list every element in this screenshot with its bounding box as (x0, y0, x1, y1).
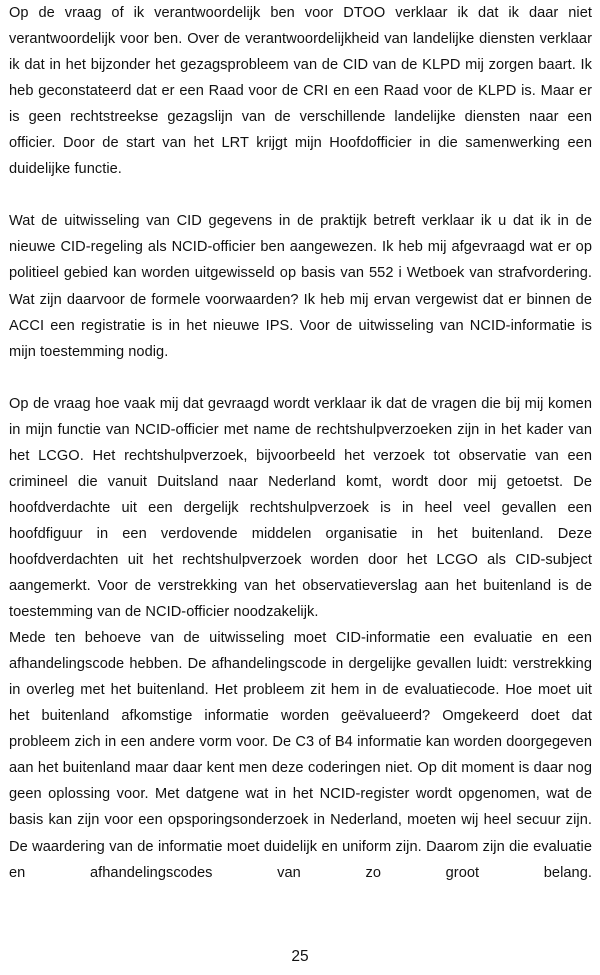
paragraph-4: Mede ten behoeve van de uitwisseling moet CID-informatie een evaluatie en een afhandelingscode hebben. De afhandelingscode in dergelijke gevallen luidt: verstrekking in overleg met het buitenland. Het probleem zit hem in de evaluatiecode. Hoe moet uit het buitenland afkomstige informatie worden geëvalueerd? Omgekeerd doet dat probleem zich in een andere vorm voor. De C3 of B4 informatie kan worden doorgegeven aan het buitenland maar daar kent men deze coderingen niet. Op dit moment is daar nog geen oplossing voor. Met datgene wat in het NCID-register wordt opgenomen, wat de basis kan zijn voor een opsporingsonderzoek in Nederland, moeten wij heel secuur zijn. De waardering van de informatie moet duidelijk en uniform zijn. Daarom zijn die evaluatie en afhandelingscodes van zo groot belang. (9, 630, 592, 881)
paragraph-spacer-2 (9, 365, 592, 391)
paragraph-spacer-1 (9, 182, 592, 208)
paragraph-1: Op de vraag of ik verantwoordelijk ben voor DTOO verklaar ik dat ik daar niet verantwoordelijk voor ben. Over de verantwoordelijkheid van landelijke diensten verklaar ik dat in het bijzonder het gezagsprobleem van de CID van de KLPD mij zorgen baart. Ik heb geconstateerd dat er een Raad voor de CRI en een Raad voor de KLPD is. Maar er is geen rechtstreekse gezagslijn van de verschillende landelijke diensten naar een officier. Door de start van het LRT krijgt mijn Hoofdofficier in die samenwerking een duidelijke functie. (9, 5, 592, 178)
paragraph-3: Op de vraag hoe vaak mij dat gevraagd wordt verklaar ik dat de vragen die bij mij komen in mijn functie van NCID-officier met name de rechtshulpverzoeken zijn in het kader van het LCGO. Het rechtshulpverzoek, bijvoorbeeld het verzoek tot observatie van een crimineel die vanuit Duitsland naar Nederland komt, wordt door mij getoetst. De hoofdverdachte uit een dergelijk rechtshulpverzoek is in heel veel gevallen een hoofdfiguur in een verdovende middelen organisatie in het buitenland. Deze hoofdverdachten uit het rechtshulpverzoek worden door het LCGO als CID-subject aangemerkt. Voor de verstrekking van het observatieverslag aan het buitenland is de toestemming van de NCID-officier noodzakelijk. (9, 395, 592, 621)
document-text-body (9, 0, 592, 886)
page-number: 25 (291, 948, 309, 965)
paragraph-2: Wat de uitwisseling van CID gegevens in de praktijk betreft verklaar ik u dat ik in de nieuwe CID-regeling als NCID-officier ben aangewezen. Ik heb mij afgevraagd wat er op politieel gebied kan worden uitgewisseld op basis van 552 i Wetboek van strafvordering. Wat zijn daarvoor de formele voorwaarden? Ik heb mij ervan vergewist dat er binnen de ACCI een registratie is in het nieuwe IPS. Voor de uitwisseling van NCID-informatie is mijn toestemming nodig. (9, 213, 592, 360)
